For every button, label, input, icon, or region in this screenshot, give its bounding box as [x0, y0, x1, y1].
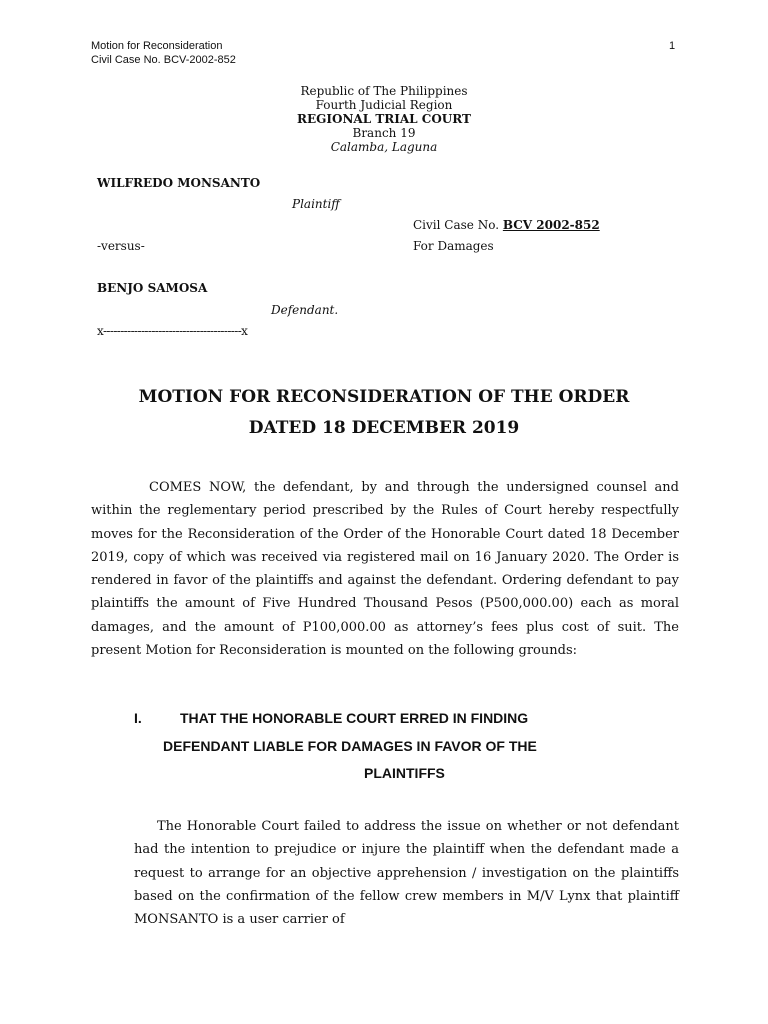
- ground-heading-line1: THAT THE HONORABLE COURT ERRED IN FINDING: [180, 710, 529, 726]
- caption-separator: x----------------------------------------x: [97, 324, 248, 338]
- court-location: Calamba, Laguna: [330, 140, 438, 154]
- defendant-name: BENJO SAMOSA: [97, 281, 208, 295]
- court-region: Fourth Judicial Region: [315, 98, 453, 112]
- body-paragraph-2: The Honorable Court failed to address the issue on whether or not defendant had the intention to prejudice or injure the plaintiff when the defendant made a request to arrange for an objective apprehension / investigation on the plaintiffs based on the confirmation of the fellow crew members in M/V Lynx that plaintiff MONSANTO is a user carrier of: [134, 819, 679, 928]
- header-document-title: Motion for Reconsideration: [91, 40, 223, 52]
- case-number-value: BCV 2002-852: [502, 218, 600, 232]
- page-number: 1: [669, 40, 676, 52]
- document-title-line2: DATED 18 DECEMBER 2019: [248, 418, 520, 438]
- case-number-line: [413, 218, 600, 232]
- body-paragraph-1: COMES NOW, the defendant, by and through the undersigned counsel and within the reglementary period prescribed by the Rules of Court hereby respectfully moves for the Reconsideration of the Order of the Honorable Court dated 18 December 2019, copy of which was received via registered mail on 16 January 2020. The Order is rendered in favor of the plaintiffs and against the defendant. Ordering defendant to pay plaintiffs the amount of Five Hundred Thousand Pesos (P500,000.00) each as moral damages, and the amount of P100,000.00 as attorney’s fees plus cost of suit. The present Motion for Reconsideration is mounted on the following grounds:: [91, 480, 679, 659]
- defendant-role: Defendant.: [271, 303, 339, 317]
- header-case-number: Civil Case No. BCV-2002-852: [91, 54, 236, 66]
- ground-numeral: I.: [134, 710, 142, 726]
- case-nature: For Damages: [413, 239, 494, 253]
- ground-heading-line3: PLAINTIFFS: [364, 765, 445, 781]
- case-number-label: Civil Case No.: [413, 218, 500, 232]
- ground-heading-line2: DEFENDANT LIABLE FOR DAMAGES IN FAVOR OF THE: [163, 738, 537, 754]
- court-name: REGIONAL TRIAL COURT: [297, 112, 471, 126]
- court-country: Republic of The Philippines: [300, 84, 468, 98]
- plaintiff-name: WILFREDO MONSANTO: [97, 176, 261, 190]
- document-title-line1: MOTION FOR RECONSIDERATION OF THE ORDER: [138, 387, 630, 407]
- court-branch: Branch 19: [352, 126, 416, 140]
- plaintiff-role: Plaintiff: [292, 197, 340, 211]
- versus-text: -versus-: [97, 239, 145, 253]
